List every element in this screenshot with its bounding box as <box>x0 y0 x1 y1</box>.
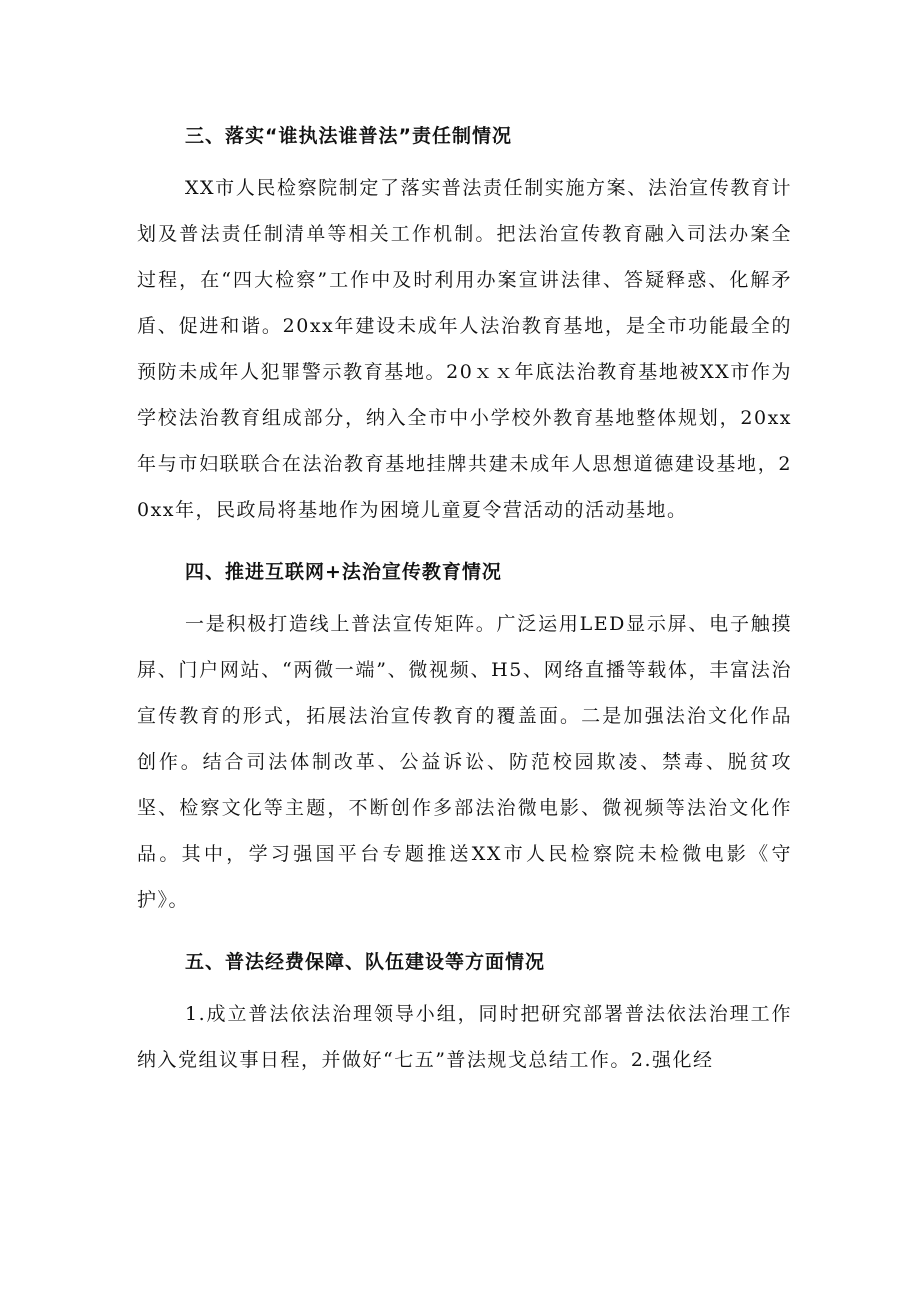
section-heading-5: 五、普法经费保障、队伍建设等方面情况 <box>185 951 546 973</box>
document-body <box>137 113 792 1083</box>
section-heading-4: 四、推进互联网+法治宣传教育情况 <box>185 561 502 583</box>
section-heading-3: 三、落实“谁执法谁普法”责任制情况 <box>185 125 512 147</box>
section-paragraph-4: 一是积极打造线上普法宣传矩阵。广泛运用LED显示屏、电子触摸屏、门户网站、“两微一端”、微视频、H5、网络直播等载体，丰富法治宣传教育的形式，拓展法治宣传教育的覆盖面。二是加强法治文化作品创作。结合司法体制改革、公益诉讼、防范校园欺凌、禁毒、脱贫攻坚、检察文化等主题，不断创作多部法治微电影、微视频等法治文化作品。其中，学习强国平台专题推送XX市人民检察院未检微电影《守护》。 <box>137 613 792 911</box>
section-paragraph-3: XX市人民检察院制定了落实普法责任制实施方案、法治宣传教育计划及普法责任制清单等相关工作机制。把法治宣传教育融入司法办案全过程，在“四大检察”工作中及时利用办案宣讲法律、答疑释惑、化解矛盾、促进和谐。20xx年建设未成年人法治教育基地，是全市功能最全的预防未成年人犯罪警示教育基地。20ｘｘ年底法治教育基地被XX市作为学校法治教育组成部分，纳入全市中小学校外教育基地整体规划，20xx年与市妇联联合在法治教育基地挂牌共建未成年人思想道德建设基地，20xx年，民政局将基地作为困境儿童夏令营活动的活动基地。 <box>137 177 792 521</box>
section-paragraph-5: 1.成立普法依法治理领导小组，同时把研究部署普法依法治理工作纳入党组议事日程，并做好“七五”普法规戈总结工作。2.强化经 <box>137 1003 792 1071</box>
